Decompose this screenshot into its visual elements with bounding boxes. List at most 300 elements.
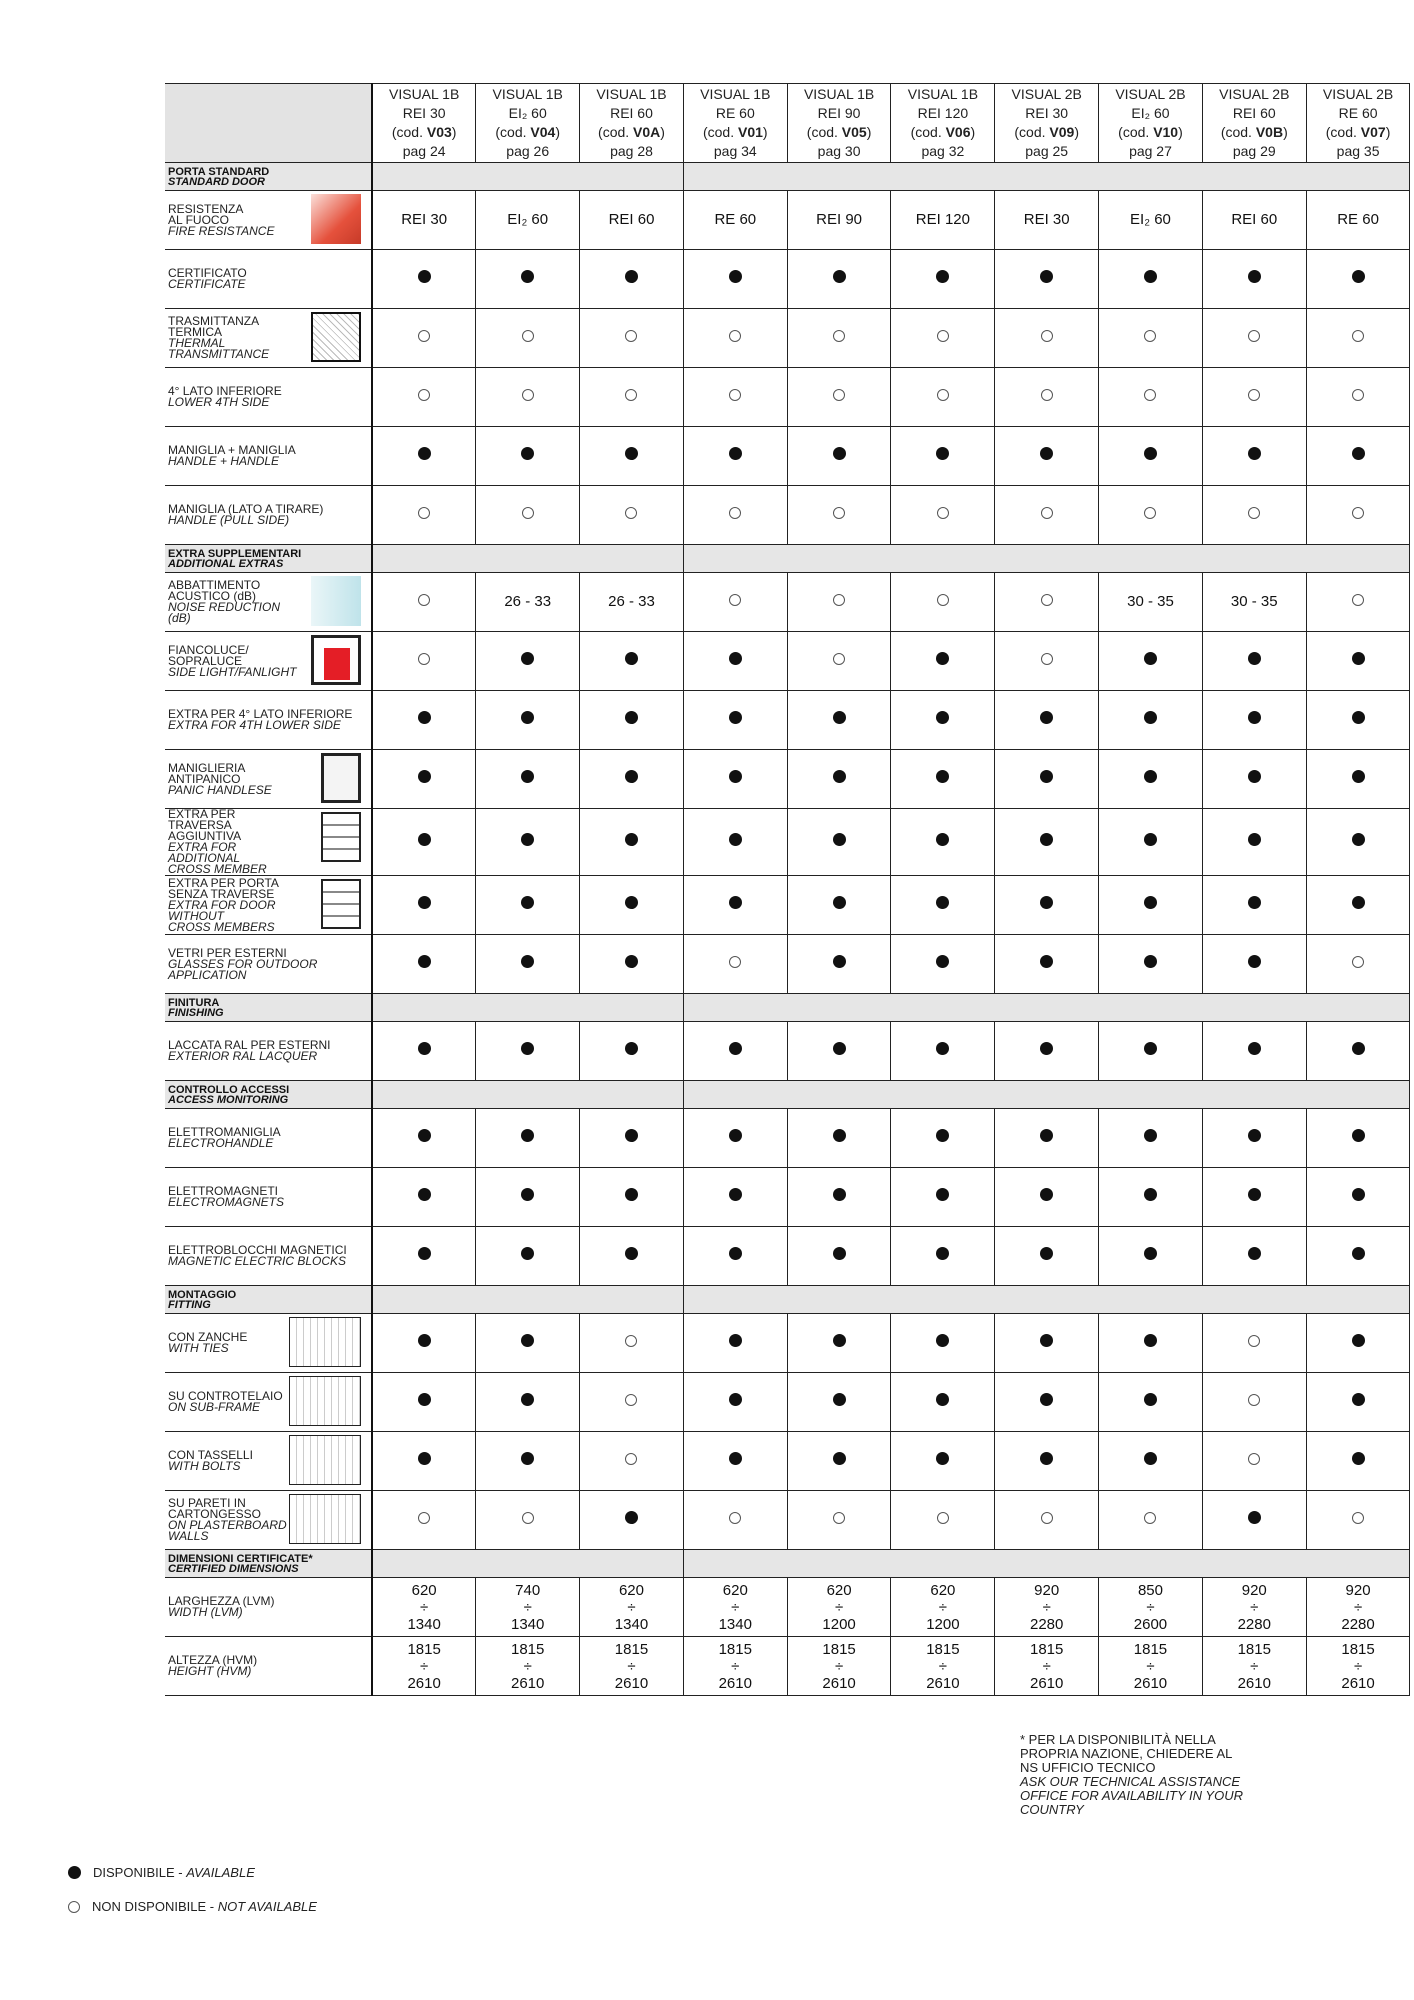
table-cell	[1306, 1022, 1410, 1081]
section-band	[683, 1081, 1410, 1109]
not-available-circle-icon	[1248, 507, 1260, 519]
not-available-circle-icon	[1041, 330, 1053, 342]
table-cell	[1306, 250, 1410, 309]
table-cell	[1202, 809, 1306, 876]
dimension-value: 850	[1137, 1581, 1163, 1599]
column-code-line	[476, 123, 579, 142]
available-dot-icon	[729, 1393, 742, 1406]
legend-available	[68, 1865, 255, 1880]
column-code: V0B	[1255, 124, 1284, 140]
available-dot-icon	[1144, 1042, 1157, 1055]
column-rating: RE 60	[715, 105, 755, 121]
dimension-value: 1200	[822, 1615, 856, 1633]
section-header-row	[165, 163, 1410, 191]
row-label	[165, 1227, 372, 1286]
subframe-fitting-icon	[289, 1376, 361, 1426]
available-dot-icon	[1040, 955, 1053, 968]
cell-value: RE 60	[1337, 211, 1379, 228]
column-series: VISUAL 2B	[1219, 86, 1290, 102]
column-page: pag 29	[1232, 143, 1276, 159]
column-code-prefix: (cod.	[391, 124, 427, 140]
table-cell	[891, 1491, 995, 1550]
not-available-circle-icon	[625, 1453, 637, 1465]
section-title-en: ADDITIONAL EXTRAS	[168, 557, 284, 570]
dimension-cell	[1306, 1637, 1410, 1696]
column-code-prefix: (cod.	[702, 124, 738, 140]
bolts-fitting-icon	[289, 1435, 361, 1485]
not-available-circle-icon	[729, 594, 741, 606]
column-header	[1306, 84, 1410, 163]
table-row	[165, 191, 1410, 250]
column-code-prefix: (cod.	[806, 124, 842, 140]
table-cell	[683, 191, 787, 250]
available-dot-icon	[833, 1393, 846, 1406]
table-cell	[1306, 809, 1410, 876]
available-dot-icon	[418, 1247, 431, 1260]
section-title	[165, 163, 372, 191]
table-cell	[372, 809, 476, 876]
column-page: pag 25	[1025, 143, 1069, 159]
section-band	[372, 1550, 683, 1578]
row-label-en: MAGNETIC ELECTRIC BLOCKS	[168, 1254, 347, 1268]
dimension-value: 2610	[1133, 1674, 1168, 1692]
table-cell	[476, 1314, 580, 1373]
table-cell	[580, 750, 684, 809]
table-cell	[1306, 427, 1410, 486]
table-cell	[580, 1022, 684, 1081]
table-cell	[372, 1227, 476, 1286]
table-cell	[476, 1168, 580, 1227]
dimension-value: 920	[1241, 1581, 1267, 1599]
dimension-cell	[1306, 1578, 1410, 1637]
cell-value: 26 - 33	[504, 593, 552, 610]
availability-table	[165, 83, 1410, 1696]
available-dot-icon	[521, 833, 534, 846]
available-dot-icon	[418, 1129, 431, 1142]
table-cell	[1202, 1373, 1306, 1432]
table-cell	[580, 632, 684, 691]
row-label	[165, 1432, 372, 1491]
dimension-value: 2600	[1133, 1615, 1168, 1633]
table-cell	[476, 1491, 580, 1550]
dimension-cell	[995, 1637, 1099, 1696]
table-cell	[372, 486, 476, 545]
table-cell	[372, 250, 476, 309]
table-cell	[787, 935, 891, 994]
not-available-circle-icon	[1352, 507, 1364, 519]
not-available-circle-icon	[418, 389, 430, 401]
available-dot-icon	[833, 1334, 846, 1347]
row-label-en: WITH TIES	[168, 1341, 229, 1355]
column-code-prefix: (cod.	[495, 124, 531, 140]
column-code-suffix: )	[762, 124, 768, 140]
table-cell	[1099, 573, 1203, 632]
not-available-circle-icon	[1352, 1512, 1364, 1524]
table-cell	[683, 1373, 787, 1432]
available-dot-icon	[1352, 1129, 1365, 1142]
column-code-line	[788, 123, 891, 142]
row-label-en: ON PLASTERBOARD	[168, 1518, 287, 1532]
table-cell	[580, 1314, 684, 1373]
table-cell	[891, 573, 995, 632]
available-dot-icon	[1144, 711, 1157, 724]
column-series: VISUAL 1B	[700, 86, 771, 102]
available-dot-icon	[625, 270, 638, 283]
dimension-value: 2610	[614, 1674, 649, 1692]
column-header	[891, 84, 995, 163]
section-title-it: EXTRA SUPPLEMENTARI	[168, 547, 302, 560]
dimension-value: ÷	[523, 1598, 532, 1616]
available-dot-icon	[521, 770, 534, 783]
table-row	[165, 1491, 1410, 1550]
dimension-cell	[995, 1578, 1099, 1637]
table-cell	[787, 1491, 891, 1550]
column-code-prefix: (cod.	[598, 124, 634, 140]
not-available-circle-icon	[729, 389, 741, 401]
available-dot-icon	[729, 652, 742, 665]
row-label-text	[168, 1186, 371, 1208]
column-code-prefix: (cod.	[910, 124, 946, 140]
dimension-value: ÷	[938, 1598, 947, 1616]
table-cell	[476, 427, 580, 486]
available-dot-icon	[936, 1334, 949, 1347]
not-available-circle-icon	[937, 507, 949, 519]
column-code: V04	[530, 124, 556, 140]
available-dot-icon	[833, 447, 846, 460]
available-dot-icon	[521, 1393, 534, 1406]
not-available-circle-icon	[833, 330, 845, 342]
column-rating: REI 60	[610, 105, 653, 121]
available-dot-icon	[936, 652, 949, 665]
row-label-text	[168, 1127, 371, 1149]
table-cell	[995, 1168, 1099, 1227]
available-dot-icon	[1144, 833, 1157, 846]
table-row	[165, 368, 1410, 427]
available-dot-icon	[1248, 833, 1261, 846]
not-available-circle-icon	[522, 507, 534, 519]
row-label-it: 4° LATO INFERIORE	[168, 384, 282, 398]
row-label	[165, 573, 372, 632]
row-label	[165, 368, 372, 427]
available-dot-icon	[936, 1188, 949, 1201]
table-cell	[787, 250, 891, 309]
table-row	[165, 691, 1410, 750]
table-cell	[1099, 632, 1203, 691]
available-dot-icon	[418, 1393, 431, 1406]
dimension-value: ÷	[1042, 1598, 1051, 1616]
not-available-circle-icon	[1352, 956, 1364, 968]
dimension-value: ÷	[1250, 1598, 1259, 1616]
section-title-it: FINITURA	[168, 996, 220, 1009]
table-cell	[787, 750, 891, 809]
column-page: pag 35	[1336, 143, 1380, 159]
table-cell	[1306, 486, 1410, 545]
row-label-it: LARGHEZZA (LVM)	[168, 1594, 275, 1608]
column-series: VISUAL 2B	[1322, 86, 1394, 102]
table-cell	[580, 1432, 684, 1491]
row-label-it: MANIGLIA + MANIGLIA	[168, 443, 296, 457]
column-code: V06	[945, 124, 971, 140]
available-dot-icon	[1352, 1452, 1365, 1465]
column-code-suffix: )	[555, 124, 560, 140]
section-title	[165, 994, 372, 1022]
available-dot-icon	[1040, 447, 1053, 460]
dimension-value: 2280	[1029, 1615, 1064, 1633]
available-dot-icon	[1144, 1129, 1157, 1142]
table-cell	[580, 1373, 684, 1432]
available-dot-icon	[833, 1188, 846, 1201]
dimension-value: ÷	[1146, 1598, 1155, 1616]
table-cell	[372, 876, 476, 935]
legend-not-available	[68, 1899, 317, 1914]
table-cell	[1202, 309, 1306, 368]
section-title	[165, 1081, 372, 1109]
available-dot-icon	[1248, 1129, 1261, 1142]
row-label	[165, 250, 372, 309]
available-dot-icon	[833, 1247, 846, 1260]
column-rating: REI 60	[1232, 105, 1276, 121]
available-dot-icon	[418, 270, 431, 283]
available-dot-icon	[1248, 1247, 1261, 1260]
table-row	[165, 250, 1410, 309]
row-label-en: PANIC HANDLESE	[168, 782, 272, 797]
row-label-it: ELETTROMANIGLIA	[168, 1125, 281, 1139]
available-dot-icon	[1248, 1042, 1261, 1055]
column-rating: REI 120	[917, 105, 969, 121]
table-cell	[1202, 750, 1306, 809]
row-label-en: GLASSES FOR OUTDOOR	[168, 956, 318, 971]
table-cell	[372, 691, 476, 750]
section-title-it: PORTA STANDARD	[168, 165, 270, 178]
table-row	[165, 1109, 1410, 1168]
table-row	[165, 1022, 1410, 1081]
column-series: VISUAL 2B	[1011, 86, 1082, 102]
row-label-it: SU CONTROTELAIO	[168, 1389, 283, 1403]
column-rating: REI 30	[402, 105, 446, 121]
not-available-circle-icon	[418, 507, 430, 519]
table-cell	[372, 191, 476, 250]
table-cell	[995, 309, 1099, 368]
available-dot-icon	[521, 270, 534, 283]
available-dot-icon	[729, 896, 742, 909]
cell-value: 30 - 35	[1230, 593, 1278, 610]
not-available-circle-icon	[833, 1512, 845, 1524]
row-label-it: TRASMITTANZA	[168, 314, 260, 328]
table-cell	[1306, 935, 1410, 994]
row-label-it: RESISTENZA	[168, 201, 244, 216]
table-cell	[1306, 573, 1410, 632]
dimension-value: 1815	[822, 1640, 856, 1658]
certified-dimensions-footnote	[1020, 1733, 1243, 1817]
legend-available-en: AVAILABLE	[186, 1865, 255, 1880]
available-dot-icon	[936, 711, 949, 724]
section-band	[372, 545, 683, 573]
available-dot-icon	[1040, 1042, 1053, 1055]
footnote-en	[1020, 1775, 1243, 1817]
table-cell	[1099, 1168, 1203, 1227]
table-cell	[787, 632, 891, 691]
available-dot-icon	[1144, 1452, 1157, 1465]
table-cell	[476, 1373, 580, 1432]
column-code-line	[1203, 123, 1306, 142]
column-series: VISUAL 1B	[389, 86, 460, 102]
table-cell	[995, 1314, 1099, 1373]
table-cell	[1099, 427, 1203, 486]
table-cell	[995, 1109, 1099, 1168]
not-available-circle-icon	[833, 653, 845, 665]
table-row	[165, 486, 1410, 545]
row-label-en: CERTIFICATE	[168, 277, 246, 291]
not-available-circle-icon	[625, 507, 637, 519]
row-label-en: ELECTROHANDLE	[168, 1136, 274, 1150]
available-dot-icon	[521, 1129, 534, 1142]
plasterboard-fitting-icon	[289, 1494, 361, 1544]
row-label-en: EXTERIOR RAL LACQUER	[168, 1049, 318, 1063]
column-code-line	[891, 123, 994, 142]
cell-value: REI 120	[915, 211, 970, 228]
dimension-value: ÷	[627, 1598, 636, 1616]
panic-door-icon	[321, 753, 361, 803]
row-label-en: ON SUB-FRAME	[168, 1400, 261, 1414]
not-available-circle-icon	[418, 1512, 430, 1524]
available-dot-icon	[833, 896, 846, 909]
not-available-circle-icon	[937, 1512, 949, 1524]
row-label-en: THERMAL	[168, 336, 226, 350]
row-label-en: WITH BOLTS	[168, 1459, 241, 1473]
table-cell	[580, 809, 684, 876]
table-cell	[787, 1168, 891, 1227]
available-dot-icon	[625, 955, 638, 968]
available-dot-icon	[936, 770, 949, 783]
dimension-value: ÷	[1042, 1657, 1051, 1675]
table-cell	[1306, 1109, 1410, 1168]
available-dot-icon	[1352, 1247, 1365, 1260]
table-cell	[476, 368, 580, 427]
table-cell	[683, 1491, 787, 1550]
dimension-value: ÷	[420, 1657, 429, 1675]
available-dot-icon	[418, 447, 431, 460]
dimension-value: 1815	[1029, 1640, 1064, 1658]
column-rating: RE 60	[1338, 105, 1378, 121]
row-label-it: LACCATA RAL PER ESTERNI	[168, 1038, 331, 1052]
available-dot-icon	[625, 1129, 638, 1142]
column-series: VISUAL 1B	[492, 86, 563, 102]
table-cell	[787, 1314, 891, 1373]
available-dot-icon	[1248, 1511, 1261, 1524]
dimension-cell	[580, 1578, 684, 1637]
not-available-circle-icon	[937, 594, 949, 606]
row-label-it: CERTIFICATO	[168, 266, 247, 280]
section-title-en: FINISHING	[168, 1006, 224, 1019]
table-cell	[1202, 935, 1306, 994]
column-header	[476, 84, 580, 163]
dimension-value: 740	[515, 1581, 541, 1599]
table-cell	[476, 632, 580, 691]
dimension-cell	[476, 1578, 580, 1637]
row-label-text	[168, 445, 371, 467]
table-cell	[1202, 1314, 1306, 1373]
dimension-value: ÷	[420, 1598, 429, 1616]
cell-value: REI 90	[816, 211, 863, 228]
column-header	[580, 84, 684, 163]
table-row	[165, 750, 1410, 809]
row-label	[165, 876, 372, 935]
row-label-it: ACUSTICO (dB)	[168, 589, 257, 603]
column-code: V07	[1360, 124, 1386, 140]
dimension-cell	[1099, 1637, 1203, 1696]
table-cell	[683, 309, 787, 368]
table-cell	[372, 1373, 476, 1432]
available-dot-icon	[1040, 1452, 1053, 1465]
section-header-row	[165, 1081, 1410, 1109]
dimension-value: ÷	[731, 1657, 740, 1675]
not-available-circle-icon	[1144, 1512, 1156, 1524]
table-cell	[476, 809, 580, 876]
row-label-en: CROSS MEMBER	[168, 862, 267, 876]
column-code-line	[684, 123, 787, 142]
dimension-value: ÷	[1250, 1657, 1259, 1675]
dimension-value: ÷	[1146, 1657, 1155, 1675]
column-series: VISUAL 2B	[1115, 86, 1186, 102]
row-label-it: CON ZANCHE	[168, 1330, 248, 1344]
column-code-prefix: (cod.	[1118, 124, 1154, 140]
dimension-value: 2610	[822, 1674, 856, 1692]
row-label-it: AGGIUNTIVA	[168, 829, 242, 843]
row-label-en: HANDLE (PULL SIDE)	[168, 513, 290, 527]
not-available-circle-icon	[1041, 594, 1053, 606]
not-available-circle-icon	[1248, 1453, 1260, 1465]
table-cell	[372, 1109, 476, 1168]
column-page: pag 28	[610, 143, 653, 159]
table-cell	[891, 1373, 995, 1432]
section-header-row	[165, 1550, 1410, 1578]
table-cell	[995, 1227, 1099, 1286]
cell-value: EI₂ 60	[1130, 211, 1171, 228]
dimension-value: ÷	[834, 1657, 844, 1675]
dimension-value: 1200	[926, 1615, 960, 1633]
legend-not-available-it: NON DISPONIBILE -	[92, 1899, 215, 1914]
table-cell	[995, 691, 1099, 750]
available-dot-icon	[625, 711, 638, 724]
row-label-it: SU PARETI IN	[168, 1496, 246, 1510]
available-dot-icon	[1040, 833, 1053, 846]
dimension-cell	[372, 1637, 476, 1696]
table-cell	[995, 368, 1099, 427]
table-cell	[1099, 809, 1203, 876]
available-dot-icon	[521, 1452, 534, 1465]
column-series: VISUAL 1B	[803, 86, 875, 102]
available-dot-icon	[1040, 270, 1053, 283]
column-page: pag 30	[817, 143, 861, 159]
table-cell	[1306, 309, 1410, 368]
not-available-circle-icon	[1248, 1394, 1260, 1406]
table-cell	[1306, 191, 1410, 250]
table-cell	[683, 1227, 787, 1286]
table-cell	[995, 573, 1099, 632]
not-available-circle-icon	[1352, 389, 1364, 401]
available-dot-icon	[1144, 270, 1157, 283]
row-label-en: WIDTH (LVM)	[168, 1605, 243, 1619]
row-label-en: ELECTROMAGNETS	[168, 1195, 285, 1209]
table-cell	[995, 876, 1099, 935]
table-cell	[1099, 486, 1203, 545]
not-available-circle-icon	[729, 1512, 741, 1524]
footnote-line: PROPRIA NAZIONE, CHIEDERE AL	[1020, 1746, 1233, 1761]
available-dot-icon	[1144, 652, 1157, 665]
not-available-circle-icon	[1041, 507, 1053, 519]
thermal-icon	[311, 312, 361, 362]
not-available-circle-icon	[937, 389, 949, 401]
